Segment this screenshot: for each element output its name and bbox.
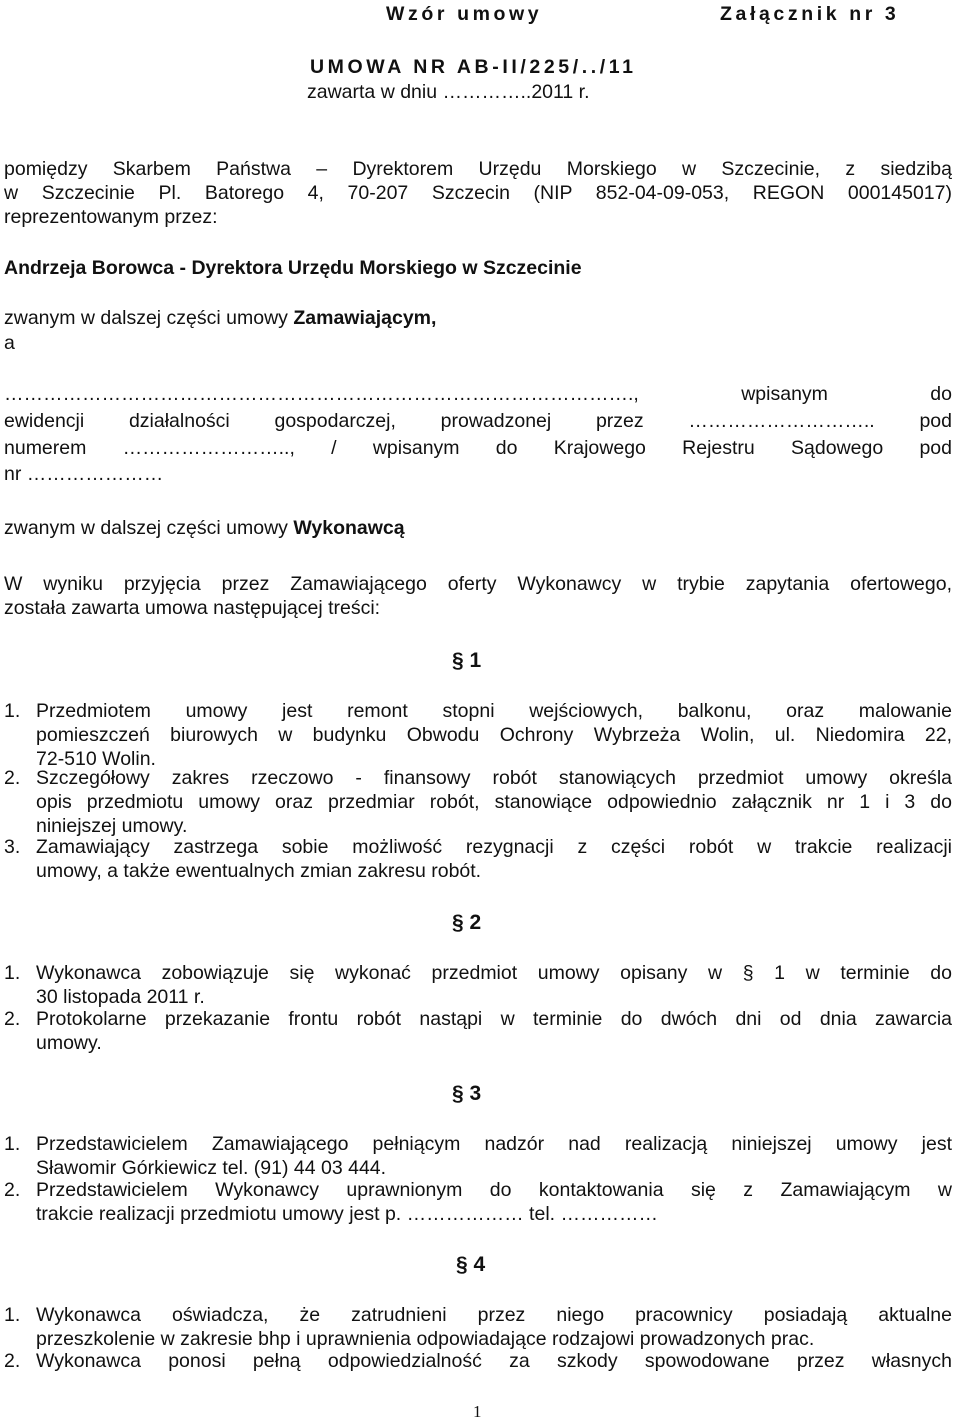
s2-item2 bbox=[36, 1007, 952, 1055]
s4-item2-line1: Wykonawca ponosi pełną odpowiedzialność za szkody spowodowane przez własnych bbox=[36, 1350, 952, 1372]
s2-item1-line2: 30 listopada 2011 r. bbox=[36, 986, 205, 1008]
contract-number: UMOWA NR AB-II/225/../11 bbox=[310, 56, 637, 78]
s1-item3 bbox=[36, 835, 952, 883]
s3-item2 bbox=[36, 1178, 952, 1226]
ordering-party-line bbox=[4, 306, 436, 330]
doc-template-label: Wzór umowy bbox=[386, 3, 543, 25]
attachment-label: Załącznik nr 3 bbox=[720, 3, 900, 25]
s1-item2-line2: opis przedmiotu umowy oraz przedmiar robót, stanowiące odpowiednio załącznik nr 1 i 3 do bbox=[36, 791, 952, 813]
result-line1: W wyniku przyjęcia przez Zamawiającego oferty Wykonawcy w trybie zapytania ofertowego, bbox=[4, 573, 952, 595]
result-line2: została zawarta umowa następującej treści: bbox=[4, 597, 381, 619]
s1-item1-line2: pomieszczeń biurowych w budynku Obwodu Ochrony Wybrzeża Wolin, ul. Niedomira 22, bbox=[36, 724, 952, 746]
s1-item2-line1: Szczegółowy zakres rzeczowo - finansowy robót stanowiących przedmiot umowy określa bbox=[36, 767, 952, 789]
s1-item2 bbox=[36, 766, 952, 838]
s2-item2-line1: Protokolarne przekazanie frontu robót nastąpi w terminie do dwóch dni od dnia zawarcia bbox=[36, 1008, 952, 1030]
s1-item3-line2: umowy, a także ewentualnych zmian zakresu robót. bbox=[36, 860, 482, 882]
s3-item1-line1: Przedstawicielem Zamawiającego pełniącym nadzór nad realizacją niniejszej umowy jest bbox=[36, 1133, 952, 1155]
contractor-line1: ……………………………………………………………………………………., wpisanym do bbox=[4, 383, 952, 405]
section-1-heading: § 1 bbox=[452, 649, 482, 672]
s4-item2 bbox=[36, 1349, 952, 1373]
ordering-party-name: Zamawiającym, bbox=[293, 307, 437, 329]
section-3-heading: § 3 bbox=[452, 1082, 482, 1105]
s3-item1 bbox=[36, 1132, 952, 1180]
parties-intro-line1: pomiędzy Skarbem Państwa – Dyrektorem Urzędu Morskiego w Szczecinie, z siedzibą bbox=[4, 158, 952, 180]
representative: Andrzeja Borowca - Dyrektora Urzędu Morskiego w Szczecinie bbox=[4, 257, 582, 279]
s3-item2-line2: trakcie realizacji przedmiotu umowy jest p. ……………… tel. …………… bbox=[36, 1203, 658, 1225]
page-number: 1 bbox=[473, 1402, 482, 1421]
ordering-party-prefix: zwanym w dalszej części umowy bbox=[4, 307, 294, 329]
s2-item1 bbox=[36, 961, 952, 1009]
contractor-line3: numerem …………………….., / wpisanym do Krajowego Rejestru Sądowego pod bbox=[4, 437, 952, 459]
s2-item1-line1: Wykonawca zobowiązuje się wykonać przedmiot umowy opisany w § 1 w terminie do bbox=[36, 962, 952, 984]
s1-item1-number: 1. bbox=[4, 700, 21, 722]
s4-item1-line1: Wykonawca oświadcza, że zatrudnieni przez niego pracownicy posiadają aktualne bbox=[36, 1304, 952, 1326]
s1-item2-number: 2. bbox=[4, 767, 21, 789]
section-2-heading: § 2 bbox=[452, 911, 482, 934]
section-4-heading: § 4 bbox=[456, 1253, 486, 1276]
contractor-party-prefix: zwanym w dalszej części umowy bbox=[4, 517, 294, 539]
contractor-party-line bbox=[4, 516, 405, 540]
contractor-party-name: Wykonawcą bbox=[293, 517, 405, 539]
s1-item3-number: 3. bbox=[4, 836, 21, 858]
s3-item2-number: 2. bbox=[4, 1179, 21, 1201]
s4-item1-number: 1. bbox=[4, 1304, 21, 1326]
s2-item1-number: 1. bbox=[4, 962, 21, 984]
s4-item1-line2: przeszkolenie w zakresie bhp i uprawnienia odpowiadające rodzajowi prowadzonych prac. bbox=[36, 1328, 815, 1350]
s3-item1-line2: Sławomir Górkiewicz tel. (91) 44 03 444. bbox=[36, 1157, 387, 1179]
s4-item1 bbox=[36, 1303, 952, 1351]
s3-item2-line1: Przedstawicielem Wykonawcy uprawnionym do kontaktowania się z Zamawiającym w bbox=[36, 1179, 952, 1201]
contractor-line4: nr ………………… bbox=[4, 463, 164, 485]
parties-intro-line3: reprezentowanym przez: bbox=[4, 206, 218, 228]
s2-item2-number: 2. bbox=[4, 1008, 21, 1030]
s1-item1-line3: 72-510 Wolin. bbox=[36, 748, 156, 770]
s1-item1-line1: Przedmiotem umowy jest remont stopni wejściowych, balkonu, oraz malowanie bbox=[36, 700, 952, 722]
contract-date: zawarta w dniu …………..2011 r. bbox=[307, 81, 590, 103]
s1-item2-line3: niniejszej umowy. bbox=[36, 815, 188, 837]
s1-item1 bbox=[36, 699, 952, 771]
conjunction-a: a bbox=[4, 332, 15, 354]
s2-item2-line2: umowy. bbox=[36, 1032, 102, 1054]
s3-item1-number: 1. bbox=[4, 1133, 21, 1155]
contractor-line2: ewidencji działalności gospodarczej, prowadzonej przez ……………………….. pod bbox=[4, 410, 952, 432]
s1-item3-line1: Zamawiający zastrzega sobie możliwość rezygnacji z części robót w trakcie realizacji bbox=[36, 836, 952, 858]
s4-item2-number: 2. bbox=[4, 1350, 21, 1372]
parties-intro-line2: w Szczecinie Pl. Batorego 4, 70-207 Szczecin (NIP 852-04-09-053, REGON 000145017) bbox=[4, 182, 952, 204]
